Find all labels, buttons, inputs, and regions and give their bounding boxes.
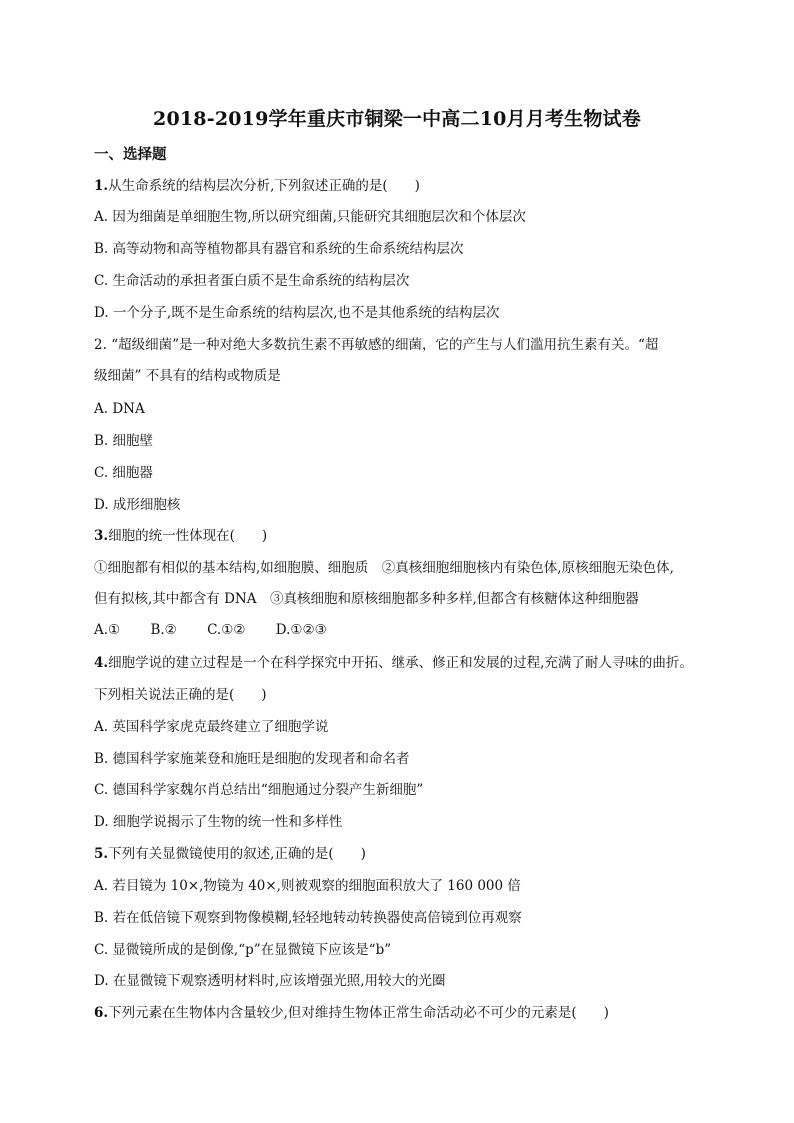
- question-2-option-c: C. 细胞器: [94, 465, 153, 481]
- question-5-option-a: A. 若目镜为 10×,物镜为 40×,则被观察的细胞面积放大了 160 000 倍: [94, 878, 521, 894]
- question-2-stem-line2: 级细菌” 不具有的结构或物质是: [94, 368, 281, 384]
- question-text: 细胞学说的建立过程是一个在科学探究中开拓、继承、修正和发展的过程,充满了耐人寻味的曲折。: [108, 655, 693, 671]
- section-heading: 一、选择题: [94, 146, 167, 163]
- question-5-stem: [94, 845, 706, 863]
- question-text: 从生命系统的结构层次分析,下列叙述正确的是( ): [108, 178, 420, 194]
- question-1-option-d: D. 一个分子,既不是生命系统的结构层次,也不是其他系统的结构层次: [94, 305, 500, 321]
- question-text: 下列元素在生物体内含量较少,但对维持生物体正常生命活动必不可少的元素是( ): [108, 1005, 609, 1021]
- question-5-option-b: B. 若在低倍镜下观察到物像模糊,轻轻地转动转换器使高倍镜到位再观察: [94, 910, 522, 926]
- question-text: “超级细菌”是一种对绝大多数抗生素不再敏感的细菌，它的产生与人们滥用抗生素有关。“超: [111, 337, 659, 353]
- question-number: 2.: [94, 337, 107, 353]
- question-2-stem-line1: [94, 336, 706, 354]
- question-4-option-c: C. 德国科学家魏尔肖总结出“细胞通过分裂产生新细胞”: [94, 782, 424, 798]
- question-4-option-b: B. 德国科学家施莱登和施旺是细胞的发现者和命名者: [94, 751, 410, 767]
- question-text: 下列有关显微镜使用的叙述,正确的是( ): [108, 846, 366, 862]
- question-number: 1.: [94, 178, 109, 194]
- question-1-stem: [94, 177, 706, 195]
- question-6-stem: [94, 1004, 706, 1022]
- question-text: 细胞的统一性体现在( ): [108, 528, 268, 544]
- question-number: 4.: [94, 655, 109, 671]
- question-number: 5.: [94, 846, 109, 862]
- question-1-option-b: B. 高等动物和高等植物都具有器官和系统的生命系统结构层次: [94, 241, 464, 257]
- question-1-option-c: C. 生命活动的承担者蛋白质不是生命系统的结构层次: [94, 273, 410, 289]
- question-2-option-d: D. 成形细胞核: [94, 497, 181, 513]
- question-3-options: [94, 622, 353, 638]
- question-3-option-a: A.①: [94, 622, 121, 638]
- question-number: 6.: [94, 1005, 109, 1021]
- question-4-option-a: A. 英国科学家虎克最终建立了细胞学说: [94, 719, 329, 735]
- question-4-option-d: D. 细胞学说揭示了生物的统一性和多样性: [94, 814, 343, 830]
- question-3-body-line2: 但有拟核,其中都含有 DNA ③真核细胞和原核细胞都多种多样,但都含有核糖体这种细胞器: [94, 591, 639, 607]
- question-5-option-c: C. 显微镜所成的是倒像,“p”在显微镜下应该是“b”: [94, 942, 392, 958]
- question-4-stem-line1: [94, 654, 706, 672]
- question-2-option-b: B. 细胞壁: [94, 433, 154, 449]
- question-3-option-b: B.②: [150, 622, 177, 638]
- question-3-stem: [94, 527, 706, 545]
- question-5-option-d: D. 在显微镜下观察透明材料时,应该增强光照,用较大的光圈: [94, 973, 446, 989]
- question-2-option-a: A. DNA: [94, 401, 145, 417]
- question-3-option-c: C.①②: [207, 622, 246, 638]
- question-1-option-a: A. 因为细菌是单细胞生物,所以研究细菌,只能研究其细胞层次和个体层次: [94, 209, 526, 225]
- question-number: 3.: [94, 528, 109, 544]
- page-title: 2018-2019学年重庆市铜梁一中高二10月月考生物试卷: [153, 108, 641, 130]
- question-4-stem-line2: 下列相关说法正确的是( ): [94, 687, 267, 703]
- question-3-body-line1: ①细胞都有相似的基本结构,如细胞膜、细胞质 ②真核细胞细胞核内有染色体,原核细胞无染色体,: [94, 560, 674, 576]
- question-3-option-d: D.①②③: [275, 622, 327, 638]
